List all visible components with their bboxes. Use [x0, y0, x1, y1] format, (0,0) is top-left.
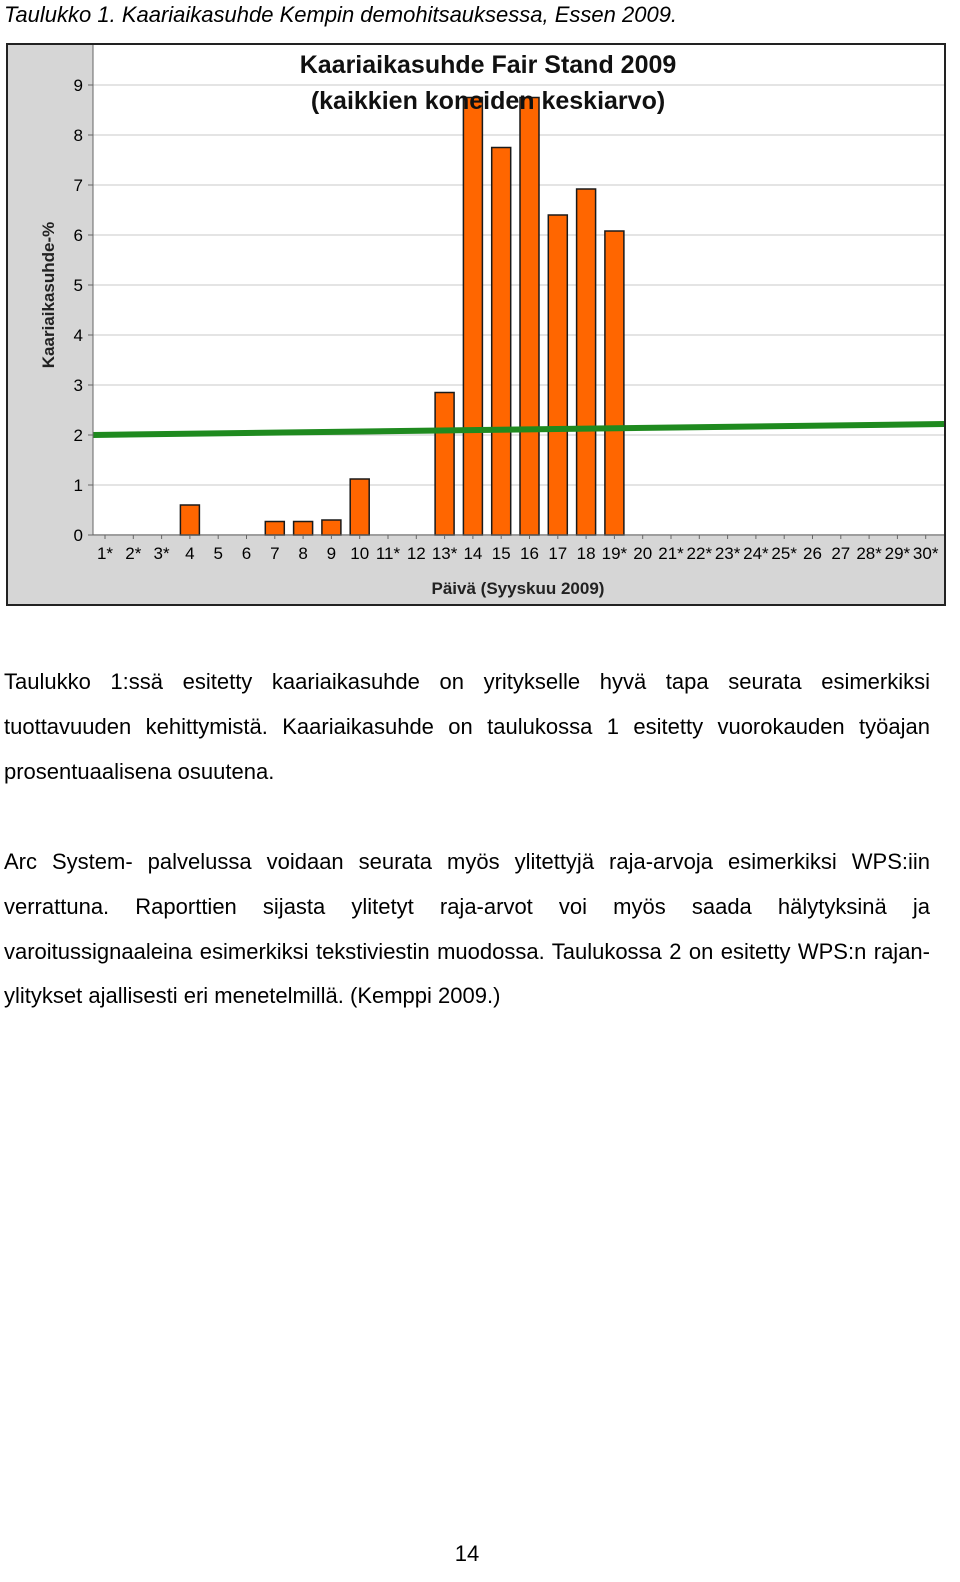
x-tick-label: 22* [686, 544, 713, 563]
x-tick-label: 15 [491, 544, 511, 563]
bar [350, 479, 369, 535]
chart-title: Kaariaikasuhde Fair Stand 2009 [299, 51, 677, 79]
x-tick-label: 12 [406, 544, 426, 563]
x-tick-label: 13* [431, 544, 458, 563]
y-tick-label: 5 [73, 276, 83, 295]
x-tick-label: 19* [601, 544, 628, 563]
x-tick-label: 30* [912, 544, 939, 563]
x-tick-label: 1* [96, 544, 114, 563]
paragraph-2: Arc System- palvelussa voidaan seurata myös ylitettyjä raja-arvoja esimerkiksi WPS:iin verrattuna. Raporttien sijasta ylitetyt raja-arvot voi myös saada hälytyksinä ja varoitussignaaleina esimerkiksi tekstiviestin muodossa. Taulukossa 2 on esitetty WPS:n rajan-ylitykset ajallisesti eri menetelmillä. (Kemppi 2009.) [4, 849, 930, 1009]
x-axis-label: Päivä (Syyskuu 2009) [431, 579, 605, 598]
x-tick-label: 9 [326, 544, 337, 563]
x-tick-label: 6 [241, 544, 252, 563]
y-tick-label: 7 [73, 176, 83, 195]
y-tick-label: 4 [73, 326, 83, 345]
y-tick-label: 9 [73, 76, 83, 95]
x-tick-label: 18 [576, 544, 596, 563]
page-number: 14 [454, 1541, 480, 1566]
bar [577, 189, 596, 535]
bar [463, 98, 482, 536]
bar [492, 148, 511, 536]
chart-subtitle: (kaikkien koneiden keskiarvo) [310, 87, 666, 115]
x-tick-label: 29* [884, 544, 911, 563]
y-tick-label: 2 [73, 426, 83, 445]
x-tick-label: 3* [153, 544, 170, 563]
paragraph-1: Taulukko 1:ssä esitetty kaariaikasuhde on yritykselle hyvä tapa seurata esimerkiksi tuottavuuden kehittymistä. Kaariaikasuhde on taulukossa 1 esitetty vuorokauden työajan prosentuaalisena osuutena. [4, 669, 930, 784]
chart [6, 43, 946, 606]
bar [322, 520, 341, 535]
y-tick-label: 3 [73, 376, 83, 395]
x-tick-label: 7 [270, 544, 280, 563]
bar [294, 522, 313, 536]
bar [605, 231, 624, 535]
plot-area [93, 45, 944, 534]
y-tick-label: 8 [73, 126, 83, 145]
x-tick-label: 20 [633, 544, 653, 563]
x-tick-label: 24* [743, 544, 769, 563]
x-tick-label: 8 [298, 544, 308, 563]
x-tick-label: 5 [213, 544, 223, 563]
bar [265, 522, 284, 536]
x-tick-label: 16 [520, 544, 539, 563]
x-tick-label: 17 [548, 544, 568, 563]
bar [520, 98, 539, 536]
x-tick-label: 10 [350, 544, 370, 563]
x-tick-label: 2* [125, 544, 142, 563]
y-tick-label: 1 [73, 476, 83, 495]
bar-chart-svg [8, 45, 944, 604]
bar [180, 505, 199, 535]
figure-caption: Taulukko 1. Kaariaikasuhde Kempin demohitsauksessa, Essen 2009. [4, 2, 678, 27]
x-tick-label: 28* [856, 544, 882, 563]
x-tick-label: 4 [185, 544, 195, 563]
bar [435, 393, 454, 536]
x-tick-label: 26 [803, 544, 822, 563]
x-tick-label: 21* [658, 544, 684, 563]
x-tick-label: 23* [714, 544, 741, 563]
y-tick-label: 0 [73, 526, 83, 545]
y-axis-label: Kaariaikasuhde-% [39, 221, 58, 369]
x-tick-label: 27 [831, 544, 851, 563]
x-tick-label: 14 [463, 544, 483, 563]
x-tick-label: 11* [375, 544, 401, 563]
y-tick-label: 6 [73, 226, 83, 245]
x-tick-label: 25* [771, 544, 797, 563]
bar [548, 215, 567, 535]
